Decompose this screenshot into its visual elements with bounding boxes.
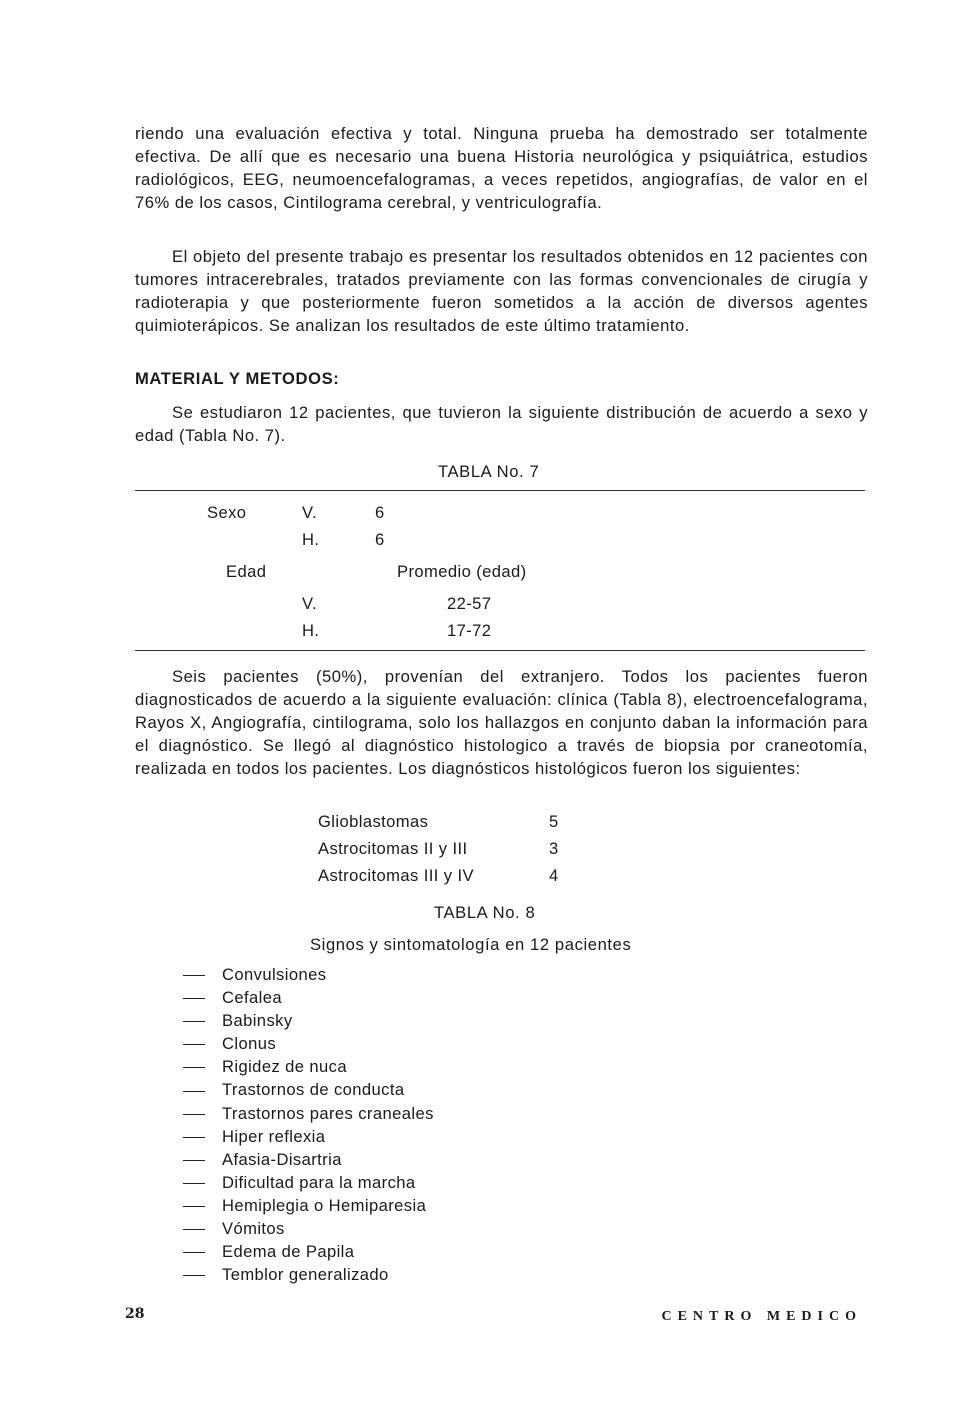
diagnosis-count: 4 [549,866,559,885]
sign-label: Hiper reflexia [222,1126,326,1146]
dash-mark [183,998,205,999]
dash-mark [183,1114,205,1115]
dash-mark [183,1067,205,1068]
sign-label: Hemiplegia o Hemiparesia [222,1195,427,1215]
dash-mark [183,1137,205,1138]
sign-label: Cefalea [222,988,282,1008]
list-item [183,1078,434,1101]
dash-mark [183,1160,205,1161]
table-7-sexo-h-value: 6 [375,530,385,549]
dash-mark [183,1044,205,1045]
table-7-sexo-v-value: 6 [375,503,385,522]
list-item [183,1171,434,1194]
diagnosis-name: Astrocitomas III y IV [318,866,474,885]
sign-label: Edema de Papila [222,1242,355,1262]
diagnosis-name: Astrocitomas II y III [318,839,468,858]
table-7-promedio-label: Promedio (edad) [397,562,527,581]
sign-label: Temblor generalizado [222,1265,389,1285]
table-7-edad-v-value: 22-57 [447,594,492,613]
dash-mark [183,1183,205,1184]
signs-list [183,963,434,1286]
list-item [183,1263,434,1286]
table-7-edad-h-label: H. [302,621,320,640]
diagnosis-row [318,839,568,863]
list-item [183,1009,434,1032]
sign-label: Afasia-Disartria [222,1149,342,1169]
dash-mark [183,1252,205,1253]
sign-label: Dificultad para la marcha [222,1172,416,1192]
paragraph-methods: Se estudiaron 12 pacientes, que tuvieron la siguiente distribución de acuerdo a sexo y edad (Tabla No. 7). [135,403,868,445]
diagnosis-row [318,812,568,836]
diagnosis-row [318,866,568,890]
table-8-title: TABLA No. 8 [434,903,536,922]
diagnosis-count: 3 [549,839,559,858]
table-7-sexo-v-label: V. [302,503,317,522]
table-8-subtitle: Signos y sintomatología en 12 pacientes [310,935,632,954]
list-item [183,1032,434,1055]
diagnosis-name: Glioblastomas [318,812,429,831]
sign-label: Trastornos pares craneales [222,1103,434,1123]
list-item [183,1217,434,1240]
sign-label: Babinsky [222,1011,293,1031]
list-item [183,1102,434,1125]
dash-mark [183,1091,205,1092]
list-item [183,1148,434,1171]
sign-label: Vómitos [222,1219,285,1239]
table-7-sexo-h-label: H. [302,530,320,549]
table-7-bottom-rule [135,650,865,651]
dash-mark [183,1021,205,1022]
list-item [183,1194,434,1217]
sign-label: Clonus [222,1034,277,1054]
dash-mark [183,975,205,976]
paragraph-objective: El objeto del presente trabajo es presentar los resultados obtenidos en 12 pacientes con tumores intracerebrales, tratados previamente con las formas convencionales de cirugía y radioterapia y que posteriormente fueron sometidos a la acción de diversos agentes quimioterápicos. Se analizan los resultados de este último tratamiento. [135,247,868,335]
list-item [183,1240,434,1263]
table-7-edad-v-label: V. [302,594,317,613]
table-7-sexo-label: Sexo [207,503,247,522]
dash-mark [183,1206,205,1207]
table-7-title: TABLA No. 7 [438,462,540,481]
section-heading: MATERIAL Y METODOS: [135,369,340,388]
list-item [183,986,434,1009]
diagnosis-count: 5 [549,812,559,831]
sign-label: Trastornos de conducta [222,1080,405,1100]
paragraph-diagnosis: Seis pacientes (50%), provenían del extranjero. Todos los pacientes fueron diagnosticados de acuerdo a la siguiente evaluación: clínica (Tabla 8), electroencefalograma, Rayos X, Angiografía, cintilograma, solo los hallazgos en conjunto daban la información para el diagnóstico. Se llegó al diagnóstico histologico a través de biopsia por craneotomía, realizada en todos los pacientes. Los diagnósticos histológicos fueron los siguientes: [135,667,868,778]
table-7-edad-h-value: 17-72 [447,621,492,640]
list-item [183,963,434,986]
table-7-top-rule [135,490,865,491]
list-item [183,1125,434,1148]
journal-name: CENTRO MEDICO [661,1309,862,1324]
list-item [183,1055,434,1078]
sign-label: Convulsiones [222,965,327,984]
dash-mark [183,1229,205,1230]
paragraph-intro: riendo una evaluación efectiva y total. Ninguna prueba ha demostrado ser totalmente efectiva. De allí que es necesario una buena Historia neurológica y psiquiátrica, estudios radiológicos, EEG, neumoencefalogramas, a veces repetidos, angiografías, de valor en el 76% de los casos, Cintilograma cerebral, y ventriculografía. [135,124,868,212]
sign-label: Rigidez de nuca [222,1057,348,1077]
dash-mark [183,1275,205,1276]
page-number: 28 [125,1306,145,1322]
table-7-edad-label: Edad [226,562,267,581]
